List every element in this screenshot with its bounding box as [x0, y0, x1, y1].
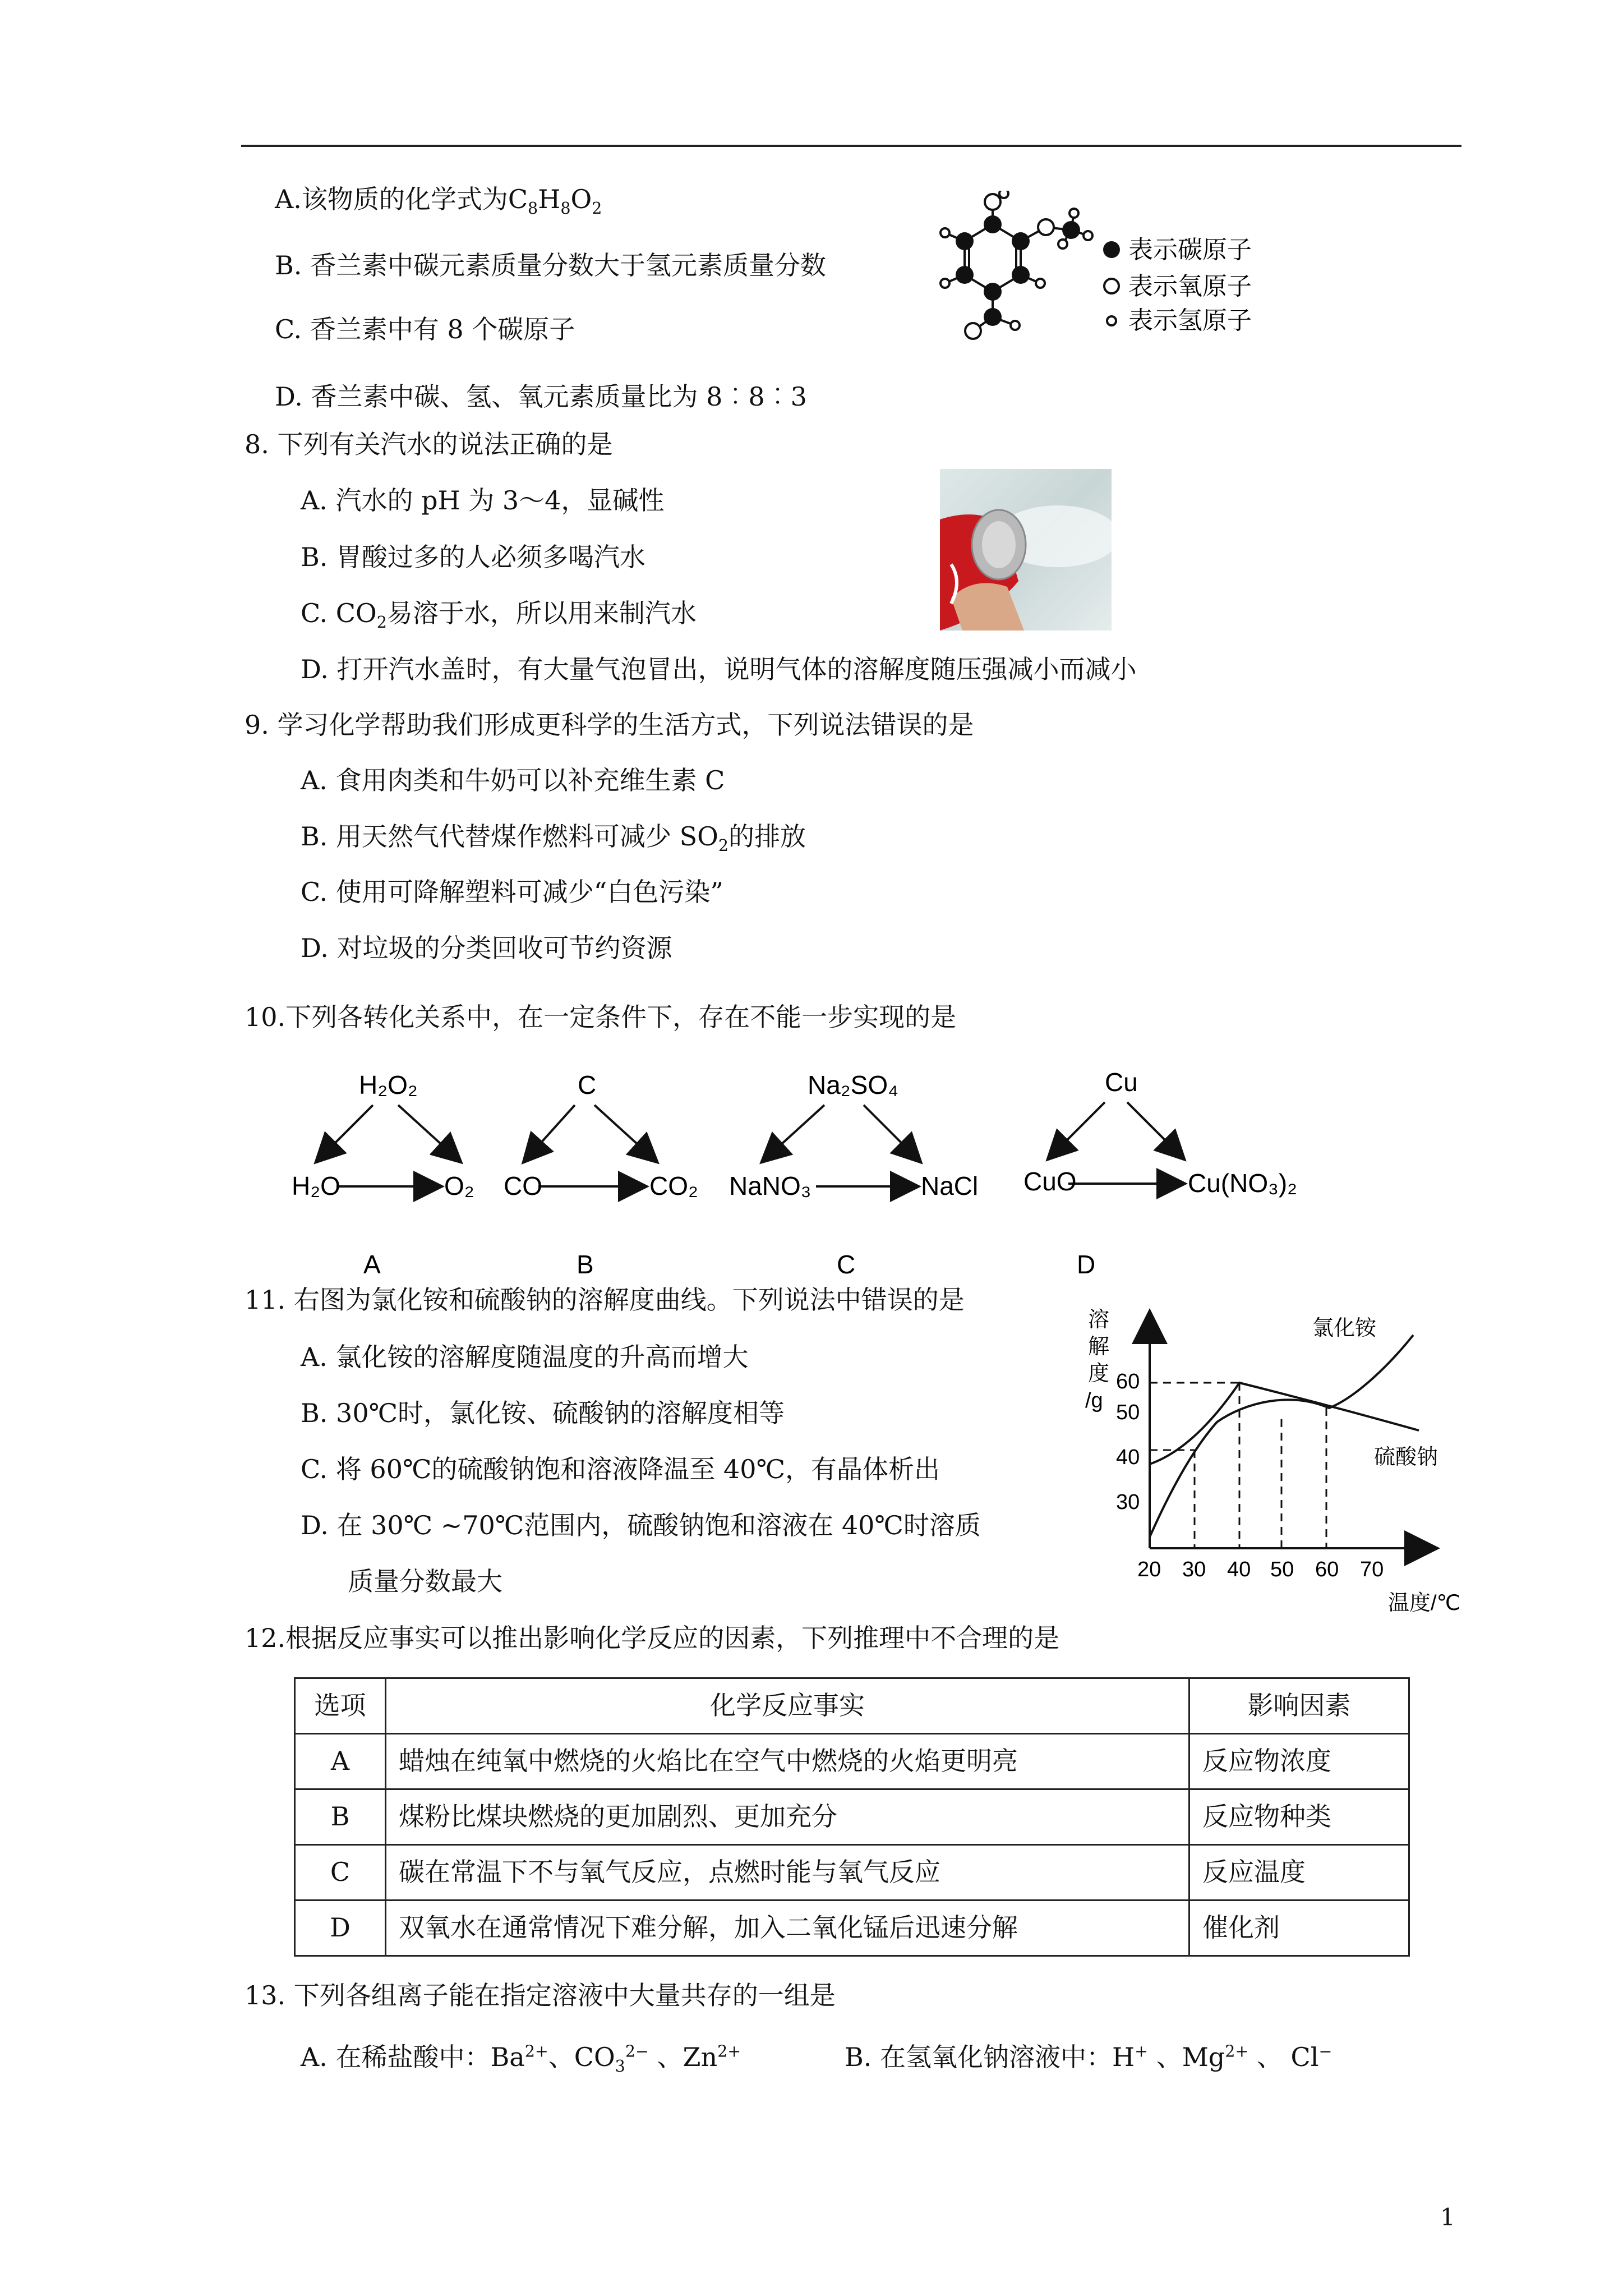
diagram-c-top: Na₂SO₄: [808, 1070, 898, 1099]
q9-option-b: B. 用天然气代替煤作燃料可减少 $SO_2$的排放: [301, 821, 806, 855]
q13-stem: 13. 下列各组离子能在指定溶液中大量共存的一组是: [245, 1980, 836, 2010]
x-axis-label: 温度/℃: [1388, 1591, 1461, 1615]
q11-stem: 11. 右图为氯化铵和硫酸钠的溶解度曲线。下列说法中错误的是: [245, 1285, 965, 1315]
q10-stem: 10.下列各转化关系中，在一定条件下，存在不能一步实现的是: [245, 1002, 957, 1032]
q9-stem: 9. 学习化学帮助我们形成更科学的生活方式，下列说法错误的是: [245, 710, 974, 740]
diagram-c-right: NaCl: [921, 1171, 979, 1200]
q8-option-b: B. 胃酸过多的人必须多喝汽水: [301, 542, 646, 572]
table-row: B 煤粉比煤块燃烧的更加剧烈、更加充分 反应物种类: [295, 1789, 1409, 1845]
q11-option-b: B. 30℃时，氯化铵、硫酸钠的溶解度相等: [301, 1398, 785, 1428]
diagram-label-a: A: [363, 1250, 381, 1279]
q7-option-b: B. 香兰素中碳元素质量分数大于氢元素质量分数: [275, 250, 827, 280]
ytick-50: 50: [1116, 1401, 1140, 1424]
q9-option-c: C. 使用可降解塑料可减少“白色污染”: [301, 877, 723, 907]
diagram-b-top: C: [578, 1070, 597, 1099]
xtick-30: 30: [1182, 1558, 1206, 1581]
q8-option-c: C. $CO_2$易溶于水，所以用来制汽水: [301, 598, 697, 632]
header-factor: 影响因素: [1189, 1678, 1409, 1734]
q8-stem: 8. 下列有关汽水的说法正确的是: [245, 429, 613, 459]
table-header-row: [295, 1678, 1409, 1734]
diagram-a-left: H₂O: [292, 1171, 340, 1200]
diagram-label-b: B: [577, 1250, 594, 1279]
q11-option-d: D. 在 30℃ ~70℃范围内，硫酸钠饱和溶液在 40℃时溶质: [301, 1510, 981, 1540]
series-label-na2so4: 硫酸钠: [1374, 1446, 1438, 1469]
legend-hydrogen: 表示氢原子: [1128, 307, 1252, 334]
table-row: A 蜡烛在纯氧中燃烧的火焰比在空气中燃烧的火焰更明亮 反应物浓度: [295, 1734, 1409, 1789]
diagram-a-right: O₂: [444, 1171, 474, 1200]
vanillin-molecule-model: [920, 191, 1279, 353]
q7-option-c: C. 香兰素中有 8 个碳原子: [275, 314, 575, 344]
q11-option-c: C. 将 60℃的硫酸钠饱和溶液降温至 40℃，有晶体析出: [301, 1454, 940, 1484]
table-row: C 碳在常温下不与氧气反应，点燃时能与氧气反应 反应温度: [295, 1845, 1409, 1901]
q13-option-b: B. 在氢氧化钠溶液中：H+ 、$Mg^{2+}$ 、 Cl−: [845, 2042, 1332, 2072]
xtick-40: 40: [1227, 1558, 1251, 1581]
table-row: D 双氧水在通常情况下难分解，加入二氧化锰后迅速分解 催化剂: [295, 1901, 1409, 1956]
diagram-a-top: H₂O₂: [359, 1070, 418, 1099]
ylabel-char-3: 度: [1088, 1362, 1110, 1386]
diagram-d-right: Cu(NO₃)₂: [1188, 1168, 1298, 1198]
q13-option-a: A. 在稀盐酸中：$Ba^{2+}$、$CO_3^{2-}$ 、$Zn^{2+}$: [301, 2042, 741, 2076]
carbon-legend-icon: [1103, 241, 1120, 258]
legend-oxygen: 表示氧原子: [1128, 273, 1252, 300]
diagram-b-right: CO₂: [649, 1171, 698, 1200]
xtick-20: 20: [1137, 1558, 1161, 1581]
solubility-chart: [1077, 1301, 1481, 1616]
ylabel-char-1: 溶: [1088, 1308, 1110, 1332]
q9-option-a: A. 食用肉类和牛奶可以补充维生素 C: [301, 765, 725, 795]
q9-option-d: D. 对垃圾的分类回收可节约资源: [301, 933, 672, 963]
legend-carbon: 表示碳原子: [1128, 236, 1252, 264]
series-label-nh4cl: 氯化铵: [1312, 1317, 1377, 1340]
q11-option-a: A. 氯化铵的溶解度随温度的升高而增大: [301, 1342, 749, 1372]
header-fact: 化学反应事实: [386, 1678, 1189, 1734]
xtick-70: 70: [1360, 1558, 1384, 1581]
diagram-d-left: CuO: [1023, 1167, 1077, 1196]
diagram-b-left: CO: [504, 1171, 542, 1200]
ylabel-char-4: /g: [1085, 1389, 1103, 1412]
q12-stem: 12.根据反应事实可以推出影响化学反应的因素，下列推理中不合理的是: [245, 1623, 1060, 1653]
xtick-50: 50: [1270, 1558, 1294, 1581]
q8-option-d: D. 打开汽水盖时，有大量气泡冒出，说明气体的溶解度随压强减小而减小: [301, 654, 1137, 684]
ylabel-char-2: 解: [1088, 1335, 1110, 1359]
oxygen-legend-icon: [1104, 279, 1119, 293]
diagram-d-top: Cu: [1105, 1068, 1138, 1097]
soda-can-photo: [940, 469, 1112, 631]
conversion-diagrams: [269, 1066, 1357, 1290]
q11-option-d-cont: 质量分数最大: [348, 1566, 502, 1596]
header-option: 选项: [295, 1678, 386, 1734]
q7-option-a: A.该物质的化学式为$C_8H_8O_2$: [275, 184, 602, 218]
q8-option-a: A. 汽水的 pH 为 3～4，显碱性: [301, 485, 665, 516]
page-number: 1: [1440, 2203, 1455, 2231]
diagram-c-left: NaNO₃: [729, 1171, 811, 1200]
ytick-60: 60: [1116, 1370, 1140, 1393]
xtick-60: 60: [1315, 1558, 1339, 1581]
header-rule: [241, 145, 1461, 147]
ytick-40: 40: [1116, 1446, 1140, 1469]
diagram-label-c: C: [837, 1250, 856, 1279]
reaction-factors-table: [294, 1677, 1410, 1957]
q7-option-d: D. 香兰素中碳、氢、氧元素质量比为 8︰8︰3: [275, 381, 807, 412]
ytick-30: 30: [1116, 1490, 1140, 1514]
diagram-label-d: D: [1077, 1250, 1096, 1279]
hydrogen-legend-icon: [1107, 316, 1116, 325]
